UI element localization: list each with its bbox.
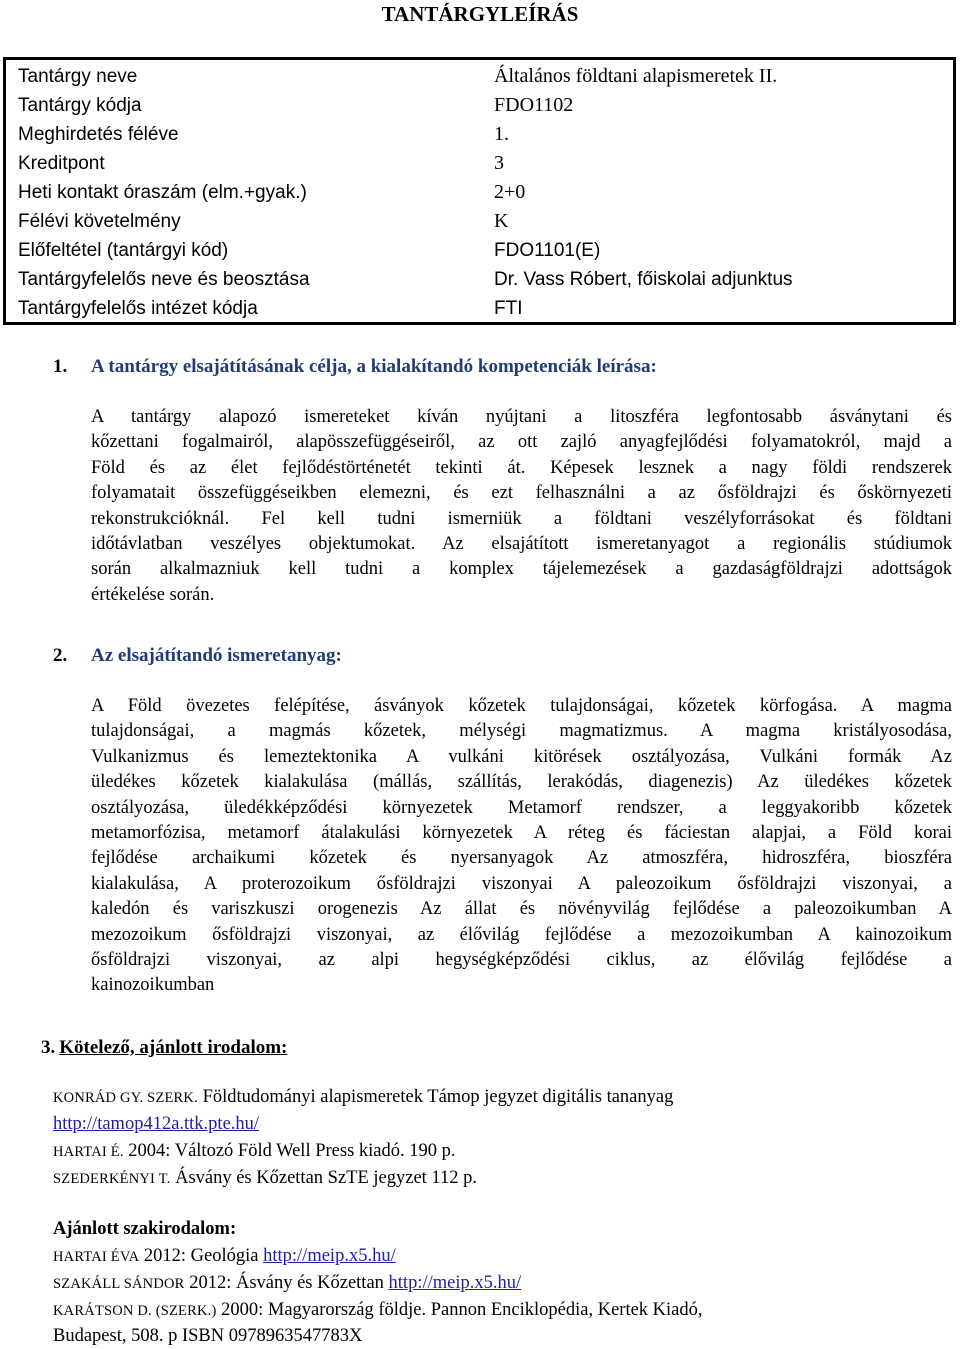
text-line: értékelése során. bbox=[91, 584, 215, 605]
reference-link[interactable]: http://meip.x5.hu/ bbox=[263, 1246, 396, 1266]
section-title: A tantárgy elsajátításának célja, a kialakítandó kompetenciák leírása: bbox=[91, 356, 657, 377]
reference-link[interactable]: http://tamop412a.ttk.pte.hu/ bbox=[53, 1114, 260, 1134]
info-value: K bbox=[494, 210, 509, 232]
section-1-paragraph bbox=[91, 405, 952, 608]
info-row-requirement bbox=[6, 207, 953, 236]
citation: Ásvány és Kőzettan SzTE jegyzet 112 p. bbox=[170, 1168, 477, 1188]
text-line: osztályozása, üledékképződési környezetek Metamorf rendszer, a leggyakoribb kőzetek bbox=[91, 797, 952, 818]
text-line: üledékes kőzetek kialakulása (mállás, szállítás, lerakódás, diagenezis) Az üledékes kőzetek bbox=[91, 772, 952, 793]
text-line: fejlődése archaikumi kőzetek és nyersanyagok Az atmoszféra, hidroszféra, bioszféra bbox=[91, 848, 952, 869]
literature-item bbox=[53, 1243, 396, 1270]
info-label: Tantárgy neve bbox=[18, 66, 138, 87]
text-line: időtávlatban veszélyes objektumokat. Az elsajátított ismeretanyagot a regionális stúdiumok bbox=[91, 533, 952, 554]
info-row-contact-hours bbox=[6, 178, 953, 207]
text-line: folyamatait összefüggéseikben elemezni, és ezt felhasználni a az ősföldrajzi és őskörnyezeti bbox=[91, 483, 952, 504]
section-3-heading bbox=[41, 1036, 287, 1060]
section-title: Kötelező, ajánlott irodalom: bbox=[59, 1037, 288, 1058]
info-value: Dr. Vass Róbert, főiskolai adjunktus bbox=[494, 269, 793, 290]
author: KONRÁD GY. SZERK. bbox=[53, 1090, 198, 1106]
info-value: FDO1102 bbox=[494, 94, 574, 116]
info-value: Általános földtani alapismeretek II. bbox=[494, 65, 778, 87]
literature-item bbox=[53, 1323, 362, 1349]
info-row-course-code bbox=[6, 91, 953, 120]
text-line: kialakulása, A proterozoikum ősföldrajzi viszonyai A paleozoikum ősföldrajzi viszonyai, a bbox=[91, 873, 952, 894]
info-value: 2+0 bbox=[494, 181, 526, 203]
info-label: Tantárgyfelelős intézet kódja bbox=[18, 298, 258, 319]
section-number: 1. bbox=[53, 356, 68, 377]
text-line: rekonstrukcióknál. Fel kell tudni ismerniük a földtani veszélyforrásokat és földtani bbox=[91, 508, 952, 529]
literature-item bbox=[53, 1297, 703, 1324]
text-line: mezozoikum ősföldrajzi viszonyai, az élővilág fejlődése a mezozoikumban A kainozoikum bbox=[91, 924, 952, 945]
section-number: 3. bbox=[41, 1037, 56, 1058]
section-2-paragraph bbox=[91, 694, 952, 999]
info-row-course-name bbox=[6, 62, 953, 91]
text-line: Vulkanizmus és lemeztektonika A vulkáni kitörések osztályozása, Vulkáni formák Az bbox=[91, 746, 952, 767]
literature-item bbox=[53, 1138, 456, 1165]
info-label: Előfeltétel (tantárgyi kód) bbox=[18, 240, 229, 261]
info-value: FTI bbox=[494, 298, 523, 319]
course-info-table bbox=[3, 57, 956, 325]
text-line: Föld és az élet fejlődéstörténetét tekinti át. Képesek lesznek a nagy földi rendszerek bbox=[91, 457, 952, 478]
info-label: Félévi követelmény bbox=[18, 211, 181, 232]
author: KARÁTSON D. (SZERK.) bbox=[53, 1303, 217, 1319]
info-row-responsible-person bbox=[6, 265, 953, 294]
text-line: ősföldrajzi viszonyai, az alpi hegységképződési ciklus, az élővilág fejlődése a bbox=[91, 949, 952, 970]
text-line: során alkalmazniuk kell tudni a komplex tájelemezések a gazdaságföldrajzi adottságok bbox=[91, 559, 952, 580]
info-row-institute-code bbox=[6, 294, 953, 323]
info-row-semester bbox=[6, 120, 953, 149]
document-title: TANTÁRGYLEÍRÁS bbox=[381, 2, 579, 26]
info-label: Meghirdetés féléve bbox=[18, 124, 179, 145]
author: SZEDERKÉNYI T. bbox=[53, 1171, 171, 1187]
text-line: A Föld övezetes felépítése, ásványok kőzetek tulajdonságai, kőzetek körfogása. A magma bbox=[91, 696, 952, 716]
author: HARTAI É. bbox=[53, 1144, 124, 1160]
citation: 2012: Geológia bbox=[139, 1246, 264, 1266]
info-label: Kreditpont bbox=[18, 153, 105, 174]
literature-link-row bbox=[53, 1111, 259, 1137]
info-value: FDO1101(E) bbox=[494, 240, 601, 261]
info-row-prerequisite bbox=[6, 236, 953, 265]
literature-item bbox=[53, 1084, 673, 1111]
citation: Földtudományi alapismeretek Támop jegyzet digitális tananyag bbox=[197, 1087, 674, 1107]
info-value: 1. bbox=[494, 123, 509, 145]
text-line: kőzettani fogalmairól, alapösszefüggéseiről, az ott zajló anyagfejlődési folyamatokról, majd a bbox=[91, 432, 952, 453]
info-value: 3 bbox=[494, 152, 504, 174]
reference-link[interactable]: http://meip.x5.hu/ bbox=[388, 1273, 522, 1293]
literature-item bbox=[53, 1165, 477, 1192]
info-label: Tantárgyfelelős neve és beosztása bbox=[18, 269, 310, 290]
author: SZAKÁLL SÁNDOR bbox=[53, 1276, 185, 1292]
recommended-heading: Ajánlott szakirodalom: bbox=[53, 1219, 237, 1239]
section-number: 2. bbox=[53, 645, 68, 666]
text-line: kaledón és variszkuszi orogenezis Az állat és növényvilág fejlődése a paleozoikumban A bbox=[91, 899, 952, 920]
citation: 2004: Változó Föld Well Press kiadó. 190 p. bbox=[123, 1141, 456, 1161]
citation: Budapest, 508. p ISBN 0978963547783X bbox=[53, 1326, 363, 1346]
text-line: tulajdonságai, a magmás kőzetek, mélységi magmatizmus. A magma kristályosodása, bbox=[91, 721, 952, 742]
section-1-heading bbox=[53, 355, 657, 379]
info-label: Heti kontakt óraszám (elm.+gyak.) bbox=[18, 182, 307, 203]
info-row-credits bbox=[6, 149, 953, 178]
citation: 2000: Magyarország földje. Pannon Enciklopédia, Kertek Kiadó, bbox=[216, 1300, 703, 1320]
text-line: metamorfózisa, metamorf átalakulási környezetek A réteg és fáciestan alapjai, a Föld korai bbox=[91, 822, 952, 843]
author: HARTAI ÉVA bbox=[53, 1249, 140, 1265]
text-line: kainozoikumban bbox=[91, 975, 215, 996]
citation: 2012: Ásvány és Kőzettan bbox=[184, 1273, 389, 1293]
literature-item bbox=[53, 1270, 521, 1297]
section-title: Az elsajátítandó ismeretanyag: bbox=[91, 645, 342, 666]
section-2-heading bbox=[53, 644, 342, 668]
info-label: Tantárgy kódja bbox=[18, 95, 142, 116]
text-line: A tantárgy alapozó ismereteket kíván nyújtani a litoszféra legfontosabb ásványtani és bbox=[91, 407, 952, 427]
